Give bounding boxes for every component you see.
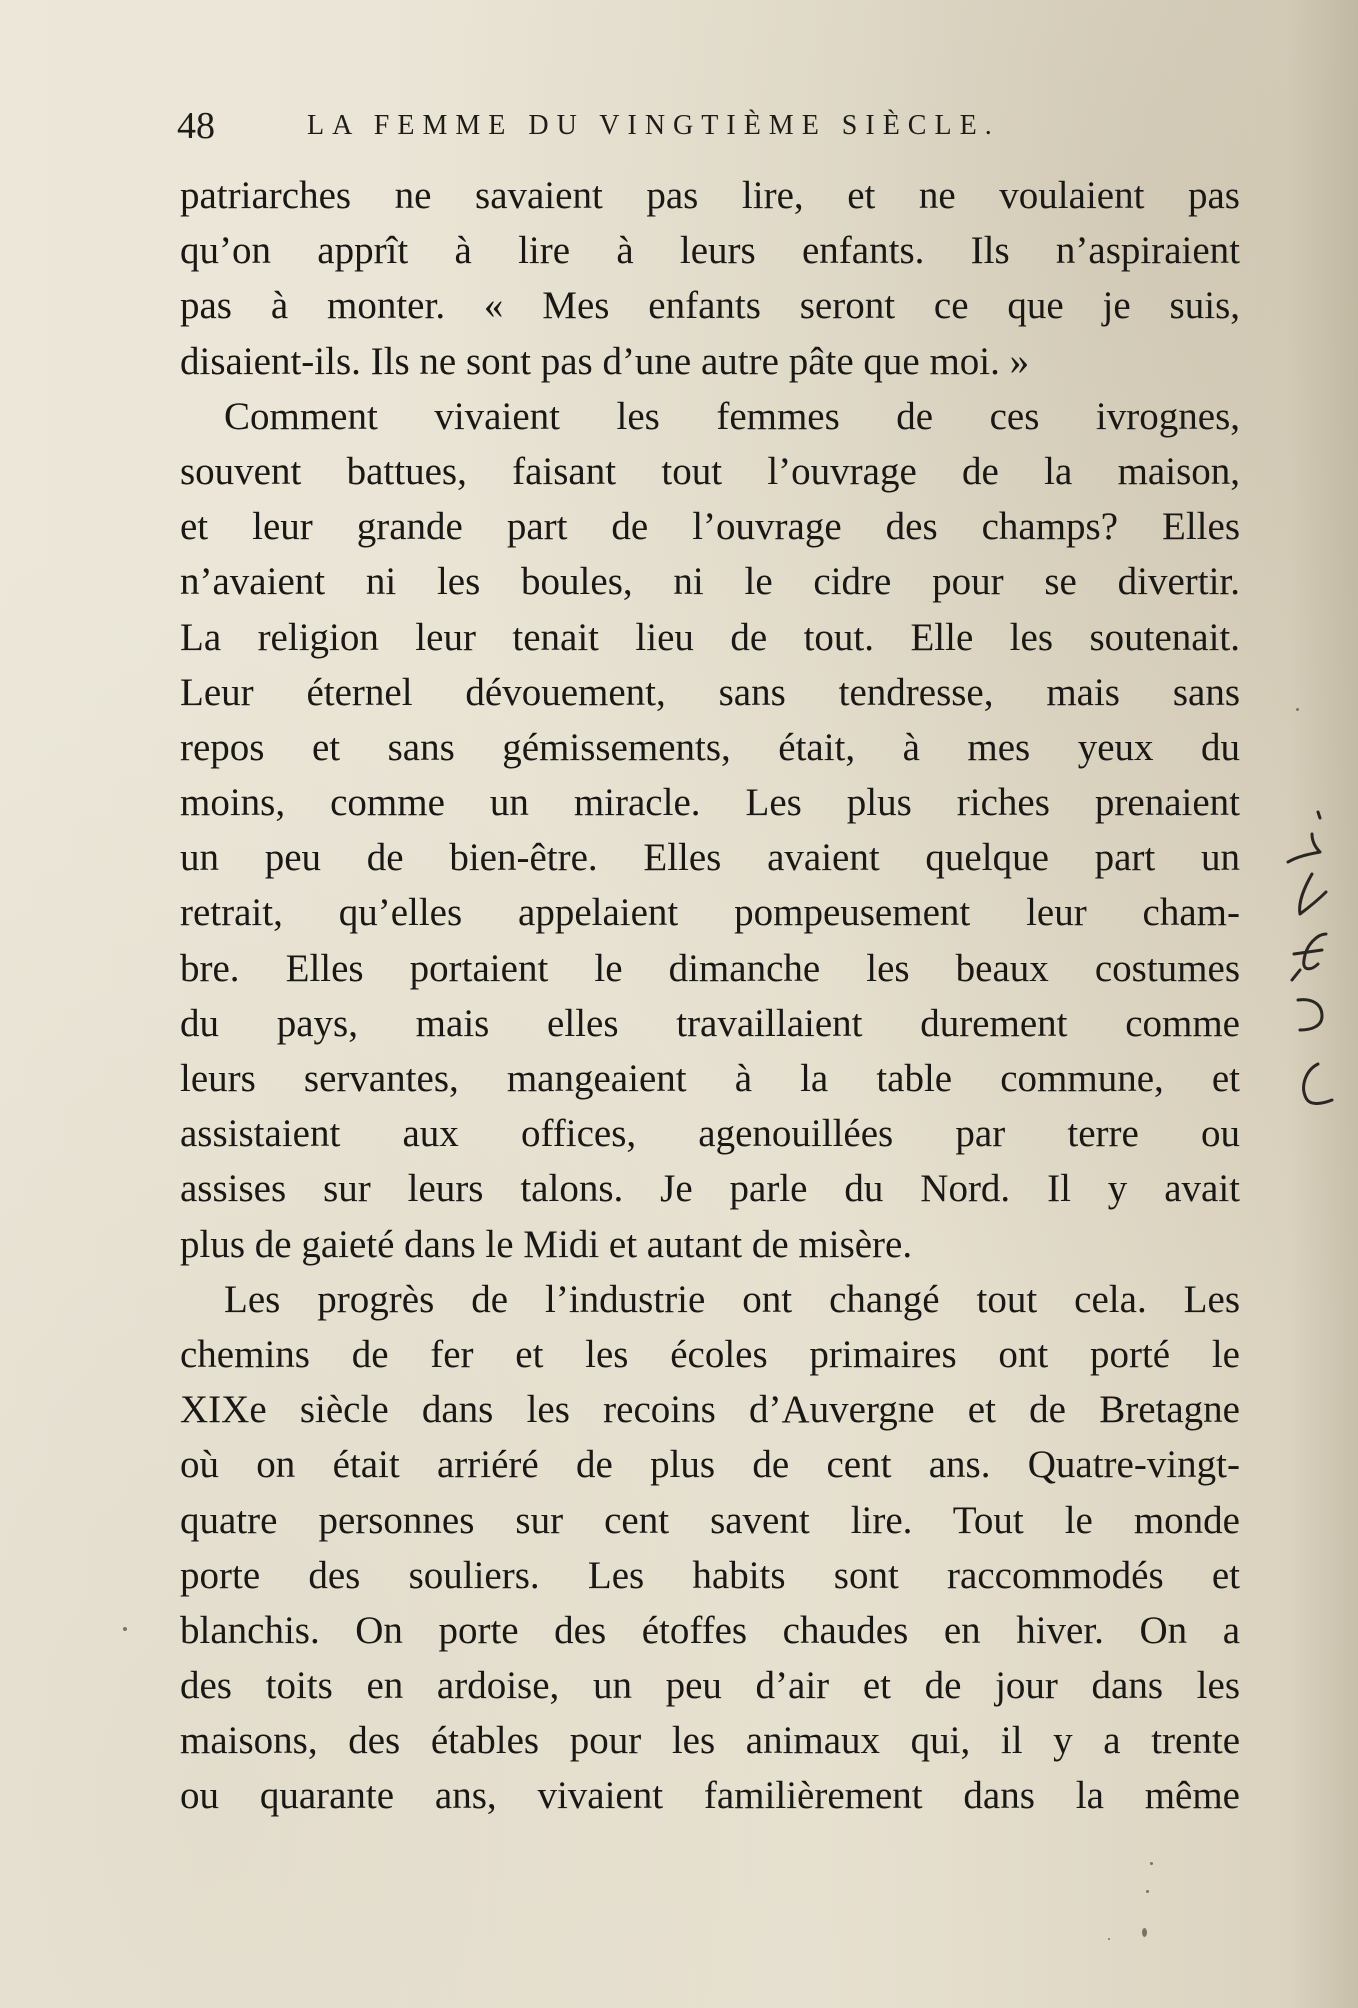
scan-speck xyxy=(1146,1890,1149,1893)
page-number: 48 xyxy=(177,105,215,147)
scan-speck xyxy=(1296,708,1299,711)
text-line: moins, comme un miracle. Les plus riches prenaient xyxy=(180,781,1240,825)
text-line: porte des souliers. Les habits sont raccommodés et xyxy=(180,1553,1240,1597)
text-line: n’avaient ni les boules, ni le cidre pour se divertir. xyxy=(180,560,1240,604)
running-header xyxy=(177,104,1237,154)
body-text xyxy=(180,168,1240,1824)
text-line: pas à monter. « Mes enfants seront ce que je suis, xyxy=(180,284,1240,328)
text-line: quatre personnes sur cent savent lire. Tout le monde xyxy=(180,1498,1240,1542)
text-line: un peu de bien-être. Elles avaient quelque part un xyxy=(180,836,1240,880)
text-line: des toits en ardoise, un peu d’air et de jour dans les xyxy=(180,1664,1240,1708)
text-line: chemins de fer et les écoles primaires ont porté le xyxy=(180,1332,1240,1376)
running-title: LA FEMME DU VINGTIÈME SIÈCLE. xyxy=(307,110,1000,141)
text-line: Les progrès de l’industrie ont changé tout cela. Les xyxy=(224,1277,1240,1321)
handwritten-margin-marks xyxy=(1278,804,1348,1124)
text-line: patriarches ne savaient pas lire, et ne voulaient pas xyxy=(180,174,1240,217)
text-line: blanchis. On porte des étoffes chaudes en hiver. On a xyxy=(180,1608,1240,1652)
text-line: La religion leur tenait lieu de tout. Elle les soutenait. xyxy=(180,615,1240,659)
text-line: où on était arriéré de plus de cent ans. Quatre-vingt- xyxy=(180,1443,1240,1487)
scan-speck xyxy=(123,1627,127,1631)
scan-speck xyxy=(1150,1862,1153,1865)
text-line: assistaient aux offices, agenouillées par terre ou xyxy=(180,1112,1240,1156)
text-line: plus de gaieté dans le Midi et autant de misère. xyxy=(180,1222,913,1266)
text-line: du pays, mais elles travaillaient durement comme xyxy=(180,1001,1240,1045)
text-line: souvent battues, faisant tout l’ouvrage de la maison, xyxy=(180,449,1240,493)
text-line: Comment vivaient les femmes de ces ivrognes, xyxy=(224,394,1240,438)
text-line: bre. Elles portaient le dimanche les beaux costumes xyxy=(180,946,1240,990)
text-line: retrait, qu’elles appelaient pompeusement leur cham- xyxy=(180,891,1240,935)
text-line: ou quarante ans, vivaient familièrement dans la même xyxy=(180,1774,1240,1818)
scan-speck xyxy=(1142,1928,1147,1937)
text-line: disaient-ils. Ils ne sont pas d’une autre pâte que moi. » xyxy=(180,339,1030,383)
text-line: leurs servantes, mangeaient à la table commune, et xyxy=(180,1057,1240,1100)
text-line: XIXe siècle dans les recoins d’Auvergne et de Bretagne xyxy=(180,1388,1240,1432)
text-line: et leur grande part de l’ouvrage des champs? Elles xyxy=(180,505,1240,549)
scan-speck xyxy=(1108,1938,1110,1940)
text-line: qu’on apprît à lire à leurs enfants. Ils n’aspiraient xyxy=(180,229,1240,273)
text-line: Leur éternel dévouement, sans tendresse, mais sans xyxy=(180,670,1240,714)
text-line: assises sur leurs talons. Je parle du Nord. Il y avait xyxy=(180,1167,1240,1211)
text-line: maisons, des étables pour les animaux qui, il y a trente xyxy=(180,1719,1240,1763)
text-line: repos et sans gémissements, était, à mes yeux du xyxy=(180,725,1240,769)
